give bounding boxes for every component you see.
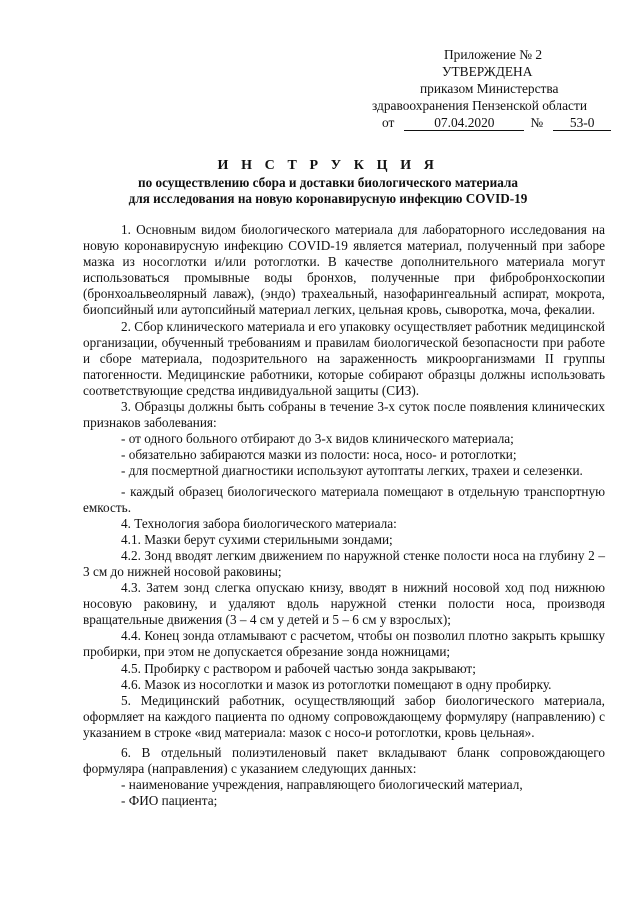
order-reference xyxy=(372,114,622,131)
approved-label: УТВЕРЖДЕНА xyxy=(442,64,533,79)
list-item: 4.6. Мазок из носоглотки и мазок из ротоглотки помещают в одну пробирку. xyxy=(121,676,552,692)
list-item: 4.5. Пробирку с раствором и рабочей частью зонда закрывают; xyxy=(121,660,476,676)
list-item: - наименование учреждения, направляющего биологический материал, xyxy=(121,777,523,793)
paragraph-1: 1. Основным видом биологического материала для лабораторного исследования на новую коронавирусную инфекцию COVID-19 является материал, полученный при заборе мазка из носоглотки и/или ротоглотки. В качестве дополнительного материала могут использоваться промывные воды бронхов, полученные при фибробронхоскопии (бронхоальвеолярный лаваж), (эндо) трахеальный, назофарингеальный аспират, мокрота, биопсийный или аутопсийный материал легких, цельная кровь, сыворотка, моча, фекалии. xyxy=(83,222,605,318)
instruction-body xyxy=(83,222,605,809)
order-from-label: от xyxy=(382,115,395,130)
order-number-label: № xyxy=(530,115,544,130)
order-date: 07.04.2020 xyxy=(404,115,524,131)
list-item: - для посмертной диагностики используют аутоптаты легких, трахеи и селезенки. xyxy=(121,463,583,479)
ministry-label: здравоохранения Пензенской области xyxy=(372,98,587,113)
list-item: 4.2. Зонд вводят легким движением по наружной стенке полости носа на глубину 2 – 3 см до нижней носовой раковины; xyxy=(83,547,605,579)
paragraph-5: 5. Медицинский работник, осуществляющий забор биологического материала, оформляет на каждого пациента по одному сопровождающему формуляру (направлению) с указанием в строке «вид материала: мазок с носо-и ротоглотки, кровь цельная». xyxy=(83,692,605,740)
paragraph-2: 2. Сбор клинического материала и его упаковку осуществляет работник медицинской организации, обученный требованиям и правилам биологической безопасности при работе и сборе материала, подозрительного на зараженность микроорганизмами II группы патогенности. Медицинские работники, которые собирают образцы должны использовать соответствующие средства индивидуальной защиты (СИЗ). xyxy=(83,318,605,398)
paragraph-4: 4. Технология забора биологического материала: xyxy=(121,515,397,531)
list-item: 4.3. Затем зонд слегка опускаю книзу, вводят в нижний носовой ход под нижнюю носовую раковину, и удаляют вдоль наружной стенки полости носа, производя вращательные движения (3 – 4 см у детей и 5 – 6 см у взрослых); xyxy=(83,580,605,628)
paragraph-6: 6. В отдельный полиэтиленовый пакет вкладывают бланк сопровождающего формуляра (направления) с указанием следующих данных: xyxy=(83,745,605,777)
list-item: 4.4. Конец зонда отламывают с расчетом, чтобы он позволил плотно закрыть крышку пробирки, при этом не допускается обрезание зонда ножницами; xyxy=(83,628,605,660)
list-item: - каждый образец биологического материала помещают в отдельную транспортную емкость. xyxy=(83,483,605,515)
paragraph-3: 3. Образцы должны быть собраны в течение 3-х суток после появления клинических признаков заболевания: xyxy=(83,399,605,431)
list-item: - ФИО пациента; xyxy=(121,793,218,809)
list-item: 4.1. Мазки берут сухими стерильными зондами; xyxy=(121,531,393,547)
order-number: 53-0 xyxy=(553,115,611,131)
document-subtitle-line2: для исследования на новую коронавирусную инфекцию COVID-19 xyxy=(128,191,528,206)
appendix-label: Приложение № 2 xyxy=(444,47,543,62)
document-title: И Н С Т Р У К Ц И Я xyxy=(217,158,439,173)
document-subtitle-line1: по осуществлению сбора и доставки биологического материала xyxy=(138,175,518,190)
order-by-label: приказом Министерства xyxy=(420,81,559,96)
approval-block xyxy=(372,46,622,131)
list-item: - от одного больного отбирают до 3-х видов клинического материала; xyxy=(121,431,514,447)
list-item: - обязательно забираются мазки из полости: носа, носо- и ротоглотки; xyxy=(121,447,517,463)
document-heading xyxy=(40,157,616,207)
